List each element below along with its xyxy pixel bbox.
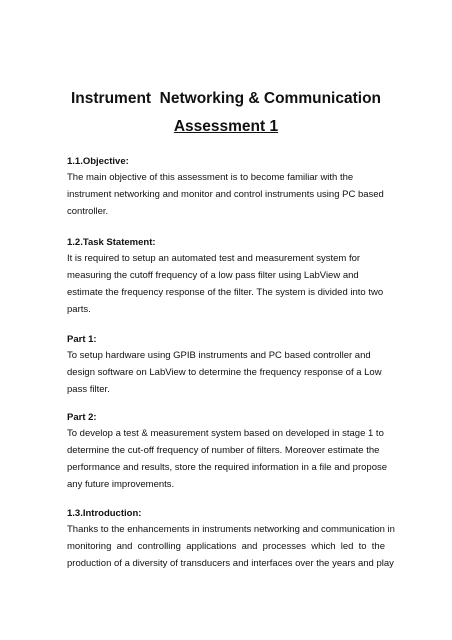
part2-line-4: any future improvements. [67, 479, 175, 490]
part2-line-2: determine the cut-off frequency of number of filters. Moreover estimate the [67, 445, 380, 456]
section-heading-part-1: Part 1: [67, 334, 97, 345]
section-heading-objective: 1.1.Objective: [67, 156, 129, 167]
part1-line-3: pass filter. [67, 384, 110, 395]
document-title: Instrument Networking & Communication [70, 90, 381, 107]
section-heading-task-statement: 1.2.Task Statement: [67, 237, 156, 248]
section-heading-introduction: 1.3.Introduction: [67, 508, 142, 519]
objective-line-1: The main objective of this assessment is to become familiar with the [67, 172, 354, 183]
task-line-3: estimate the frequency response of the filter. The system is divided into two [67, 287, 384, 298]
objective-line-3: controller. [67, 206, 109, 217]
document-subtitle: Assessment 1 [173, 118, 279, 135]
objective-line-2: instrument networking and monitor and control instruments using PC based [67, 189, 384, 200]
task-line-1: It is required to setup an automated test and measurement system for [67, 253, 361, 264]
section-heading-part-2: Part 2: [67, 412, 97, 423]
intro-line-1: Thanks to the enhancements in instruments networking and communication in [67, 524, 395, 535]
part1-line-1: To setup hardware using GPIB instruments and PC based controller and [67, 350, 371, 361]
intro-line-3: production of a diversity of transducers and interfaces over the years and play [67, 558, 394, 569]
intro-line-2: monitoring and controlling applications and processes which led to the [67, 541, 385, 552]
task-line-4: parts. [67, 304, 91, 315]
part2-line-3: performance and results, store the required information in a file and propose [67, 462, 388, 473]
part2-line-1: To develop a test & measurement system based on developed in stage 1 to [67, 428, 384, 439]
task-line-2: measuring the cutoff frequency of a low pass filter using LabView and [67, 270, 359, 281]
part1-line-2: design software on LabView to determine the frequency response of a Low [67, 367, 382, 378]
